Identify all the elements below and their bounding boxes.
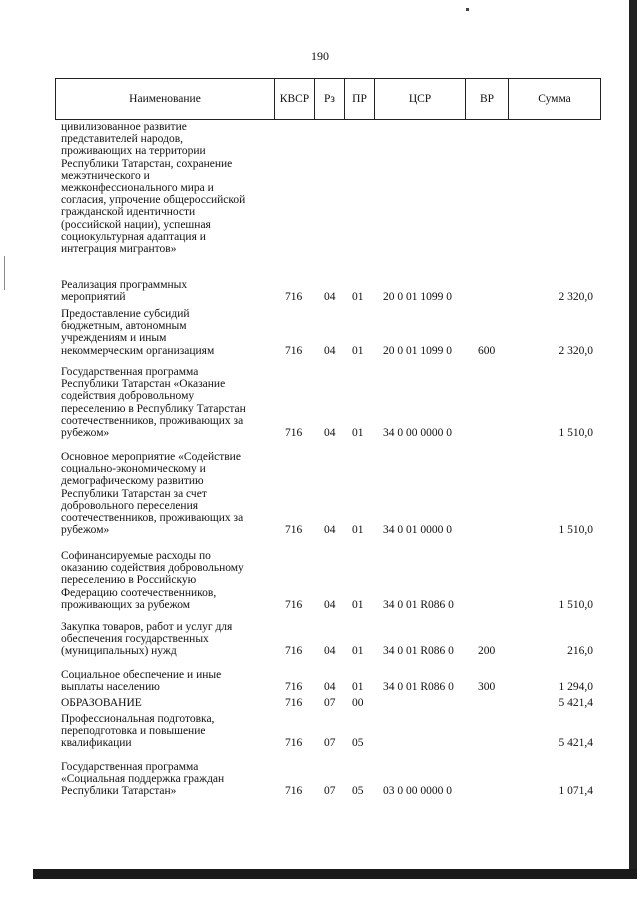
cell-rz: 04	[324, 426, 336, 439]
cell-sum: 2 320,0	[558, 344, 593, 357]
cell-sum: 1 510,0	[558, 524, 593, 537]
cell-sum: 1 071,4	[558, 785, 593, 798]
scan-speck	[466, 8, 469, 11]
row-name-line: переподготовка и повышение	[61, 725, 206, 738]
table-row	[0, 713, 640, 750]
row-name	[61, 366, 266, 439]
row-name-line: обеспечения государственных	[61, 633, 209, 646]
row-name-line: Республики Татарстан, сохранение	[61, 157, 233, 170]
row-name-line: цивилизованное развитие	[61, 121, 187, 133]
cell-sum: 1 510,0	[558, 426, 593, 439]
row-name-line: Реализация программных	[61, 279, 188, 291]
cell-pr: 05	[352, 737, 364, 750]
row-name-line: межконфессионального мира и	[61, 182, 214, 195]
row-name-line: выплаты населению	[61, 681, 160, 694]
cell-csr: 03 0 00 0000 0	[383, 785, 452, 798]
cell-pr: 01	[352, 681, 364, 694]
row-name-line: межэтнического и	[61, 169, 150, 182]
cell-csr: 34 0 01 R086 0	[383, 598, 454, 611]
row-name	[61, 308, 266, 357]
row-name-line: «Социальная поддержка граждан	[61, 773, 225, 786]
cell-pr: 01	[352, 291, 364, 304]
cell-pr: 01	[352, 598, 364, 611]
row-name-line: бюджетным, автономным	[61, 320, 187, 333]
cell-rz: 04	[324, 344, 336, 357]
table-row	[0, 308, 640, 357]
cell-kvsr: 716	[285, 696, 303, 709]
cell-pr: 00	[352, 696, 364, 709]
table-row	[0, 451, 640, 536]
cell-csr: 34 0 01 R086 0	[383, 645, 454, 658]
column-header-vr: ВР	[466, 79, 509, 120]
cell-csr: 34 0 01 R086 0	[383, 681, 454, 694]
table-row	[0, 697, 640, 709]
row-name-line: Социальное обеспечение и иные	[61, 669, 222, 681]
row-name-line: переселению в Республику Татарстан	[61, 402, 246, 415]
row-name-line: социокультурная адаптация и	[61, 230, 206, 243]
table-row	[0, 621, 640, 658]
cell-sum: 2 320,0	[558, 291, 593, 304]
cell-sum: 216,0	[567, 645, 593, 658]
column-header-rz: Рз	[315, 79, 345, 120]
cell-vr: 200	[478, 645, 496, 658]
row-name	[61, 669, 266, 693]
row-name-line: учреждениям и иным	[61, 332, 167, 345]
cell-pr: 05	[352, 785, 364, 798]
cell-kvsr: 716	[285, 598, 303, 611]
cell-vr: 300	[478, 681, 496, 694]
row-name-line: добровольного переселения	[61, 499, 199, 512]
cell-rz: 07	[324, 785, 336, 798]
row-name-line: некоммерческим организациям	[61, 344, 215, 357]
cell-pr: 01	[352, 645, 364, 658]
row-name-line: мероприятий	[61, 291, 126, 304]
row-name-line: проживающих за рубежом	[61, 598, 191, 611]
row-name	[61, 697, 266, 709]
cell-kvsr: 716	[285, 681, 303, 694]
cell-rz: 04	[324, 681, 336, 694]
cell-csr: 20 0 01 1099 0	[383, 291, 452, 304]
cell-rz: 04	[324, 524, 336, 537]
row-name-line: демографическому развитию	[61, 475, 204, 488]
cell-kvsr: 716	[285, 785, 303, 798]
table-row	[0, 279, 640, 303]
row-name-line: соотечественников, проживающих за	[61, 414, 244, 427]
scan-edge-bottom	[33, 869, 637, 879]
row-name-line: рубежом»	[61, 524, 110, 537]
row-name-line: Профессиональная подготовка,	[61, 713, 215, 725]
row-name-line: переселению в Российскую	[61, 574, 197, 587]
table-row	[0, 550, 640, 611]
row-name-line: гражданской идентичности	[61, 206, 196, 219]
row-name	[61, 451, 266, 536]
cell-sum: 5 421,4	[558, 696, 593, 709]
cell-sum: 1 510,0	[558, 598, 593, 611]
row-name-line: интеграция мигрантов»	[61, 243, 177, 256]
scan-edge-right	[629, 0, 637, 879]
table-row	[0, 121, 640, 255]
row-name	[61, 279, 266, 303]
cell-pr: 01	[352, 524, 364, 537]
cell-kvsr: 716	[285, 426, 303, 439]
cell-rz: 07	[324, 696, 336, 709]
row-name-line: оказанию содействия добровольному	[61, 562, 244, 575]
row-name-line: рубежом»	[61, 427, 110, 440]
cell-kvsr: 716	[285, 344, 303, 357]
row-name-line: Предоставление субсидий	[61, 308, 190, 320]
row-name-line: согласия, упрочение общероссийской	[61, 194, 246, 207]
page-number: 190	[311, 49, 329, 63]
cell-kvsr: 716	[285, 645, 303, 658]
row-name-line: Республики Татарстан «Оказание	[61, 378, 226, 391]
row-name-line: Софинансируемые расходы по	[61, 550, 211, 562]
row-name	[61, 761, 266, 798]
column-header-kvsr: КВСР	[275, 79, 315, 120]
row-name-line: Основное мероприятие «Содействие	[61, 451, 241, 463]
column-header-sum: Сумма	[509, 79, 601, 120]
row-name-line: Республики Татарстан»	[61, 785, 177, 798]
row-name-line: Федерацию соотечественников,	[61, 586, 217, 599]
row-name-line: соотечественников, проживающих за	[61, 512, 244, 525]
column-header-pr: ПР	[345, 79, 375, 120]
column-header-name: Наименование	[56, 79, 275, 120]
cell-rz: 07	[324, 737, 336, 750]
row-name-line: содействия добровольному	[61, 390, 195, 403]
row-name-line: представителей народов,	[61, 133, 184, 146]
row-name-line: Государственная программа	[61, 761, 199, 773]
cell-csr: 34 0 00 0000 0	[383, 426, 452, 439]
row-name	[61, 121, 266, 255]
cell-pr: 01	[352, 426, 364, 439]
cell-sum: 5 421,4	[558, 737, 593, 750]
cell-sum: 1 294,0	[558, 681, 593, 694]
row-name-line: Закупка товаров, работ и услуг для	[61, 621, 233, 633]
row-name-line: (муниципальных) нужд	[61, 645, 177, 658]
cell-kvsr: 716	[285, 524, 303, 537]
cell-kvsr: 716	[285, 737, 303, 750]
row-name-line: Государственная программа	[61, 366, 199, 378]
row-name-line: (российской нации), успешная	[61, 218, 211, 231]
table-row	[0, 366, 640, 439]
row-name	[61, 550, 266, 611]
row-name-line: проживающих на территории	[61, 145, 206, 158]
table-row	[0, 761, 640, 798]
row-name-line: квалификации	[61, 737, 132, 750]
cell-rz: 04	[324, 645, 336, 658]
row-name-line: Республики Татарстан за счет	[61, 487, 207, 500]
column-header-csr: ЦСР	[375, 79, 466, 120]
row-name	[61, 621, 266, 658]
row-name-line: социально-экономическому и	[61, 463, 206, 476]
scan-speck	[4, 256, 5, 290]
table-row	[0, 669, 640, 693]
cell-rz: 04	[324, 598, 336, 611]
row-name	[61, 713, 266, 750]
cell-csr: 34 0 01 0000 0	[383, 524, 452, 537]
cell-csr: 20 0 01 1099 0	[383, 344, 452, 357]
cell-kvsr: 716	[285, 291, 303, 304]
row-name-line: ОБРАЗОВАНИЕ	[61, 697, 142, 709]
cell-vr: 600	[478, 344, 496, 357]
cell-rz: 04	[324, 291, 336, 304]
cell-pr: 01	[352, 344, 364, 357]
